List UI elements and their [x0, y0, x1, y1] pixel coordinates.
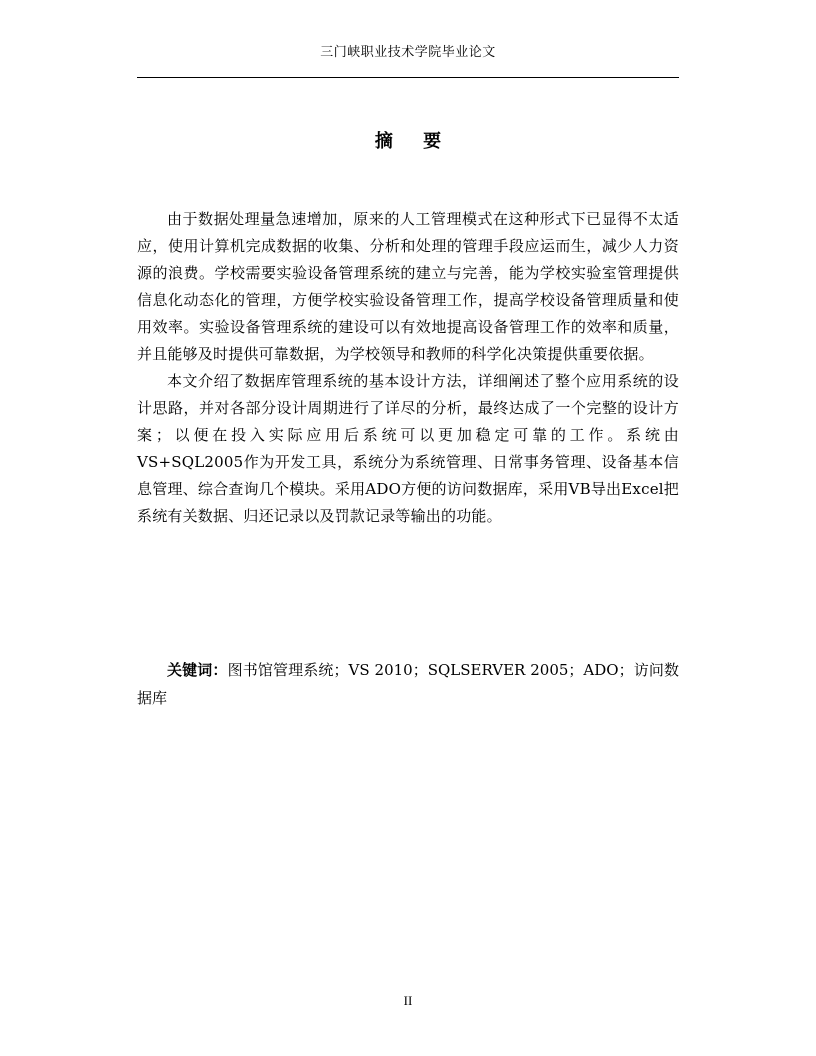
keywords-text: 图书馆管理系统；VS 2010；SQLSERVER 2005；ADO；访问数据库	[137, 661, 679, 707]
keywords-label: 关键词：	[167, 661, 228, 679]
abstract-paragraph-2: 本文介绍了数据库管理系统的基本设计方法，详细阐述了整个应用系统的设计思路，并对各部分设计周期进行了详尽的分析，最终达成了一个完整的设计方案；以便在投入实际应用后系统可以更加稳定可靠的工作。系统由VS+SQL2005作为开发工具，系统分为系统管理、日常事务管理、设备基本信息管理、综合查询几个模块。采用ADO方便的访问数据库，采用VB导出Excel把系统有关数据、归还记录以及罚款记录等输出的功能。	[137, 372, 679, 525]
header-rule	[137, 77, 679, 78]
abstract-body	[137, 206, 679, 530]
abstract-paragraph-1: 由于数据处理量急速增加，原来的人工管理模式在这种形式下已显得不太适应，使用计算机完成数据的收集、分析和处理的管理手段应运而生，减少人力资源的浪费。学校需要实验设备管理系统的建立与完善，能为学校实验室管理提供信息化动态化的管理，方便学校实验设备管理工作，提高学校设备管理质量和使用效率。实验设备管理系统的建设可以有效地提高设备管理工作的效率和质量，并且能够及时提供可靠数据，为学校领导和教师的科学化决策提供重要依据。	[137, 210, 679, 363]
page-number: II	[403, 993, 413, 1008]
keywords-line	[137, 656, 679, 712]
running-header: 三门峡职业技术学院毕业论文	[320, 45, 496, 60]
abstract-heading: 摘 要	[374, 131, 454, 152]
